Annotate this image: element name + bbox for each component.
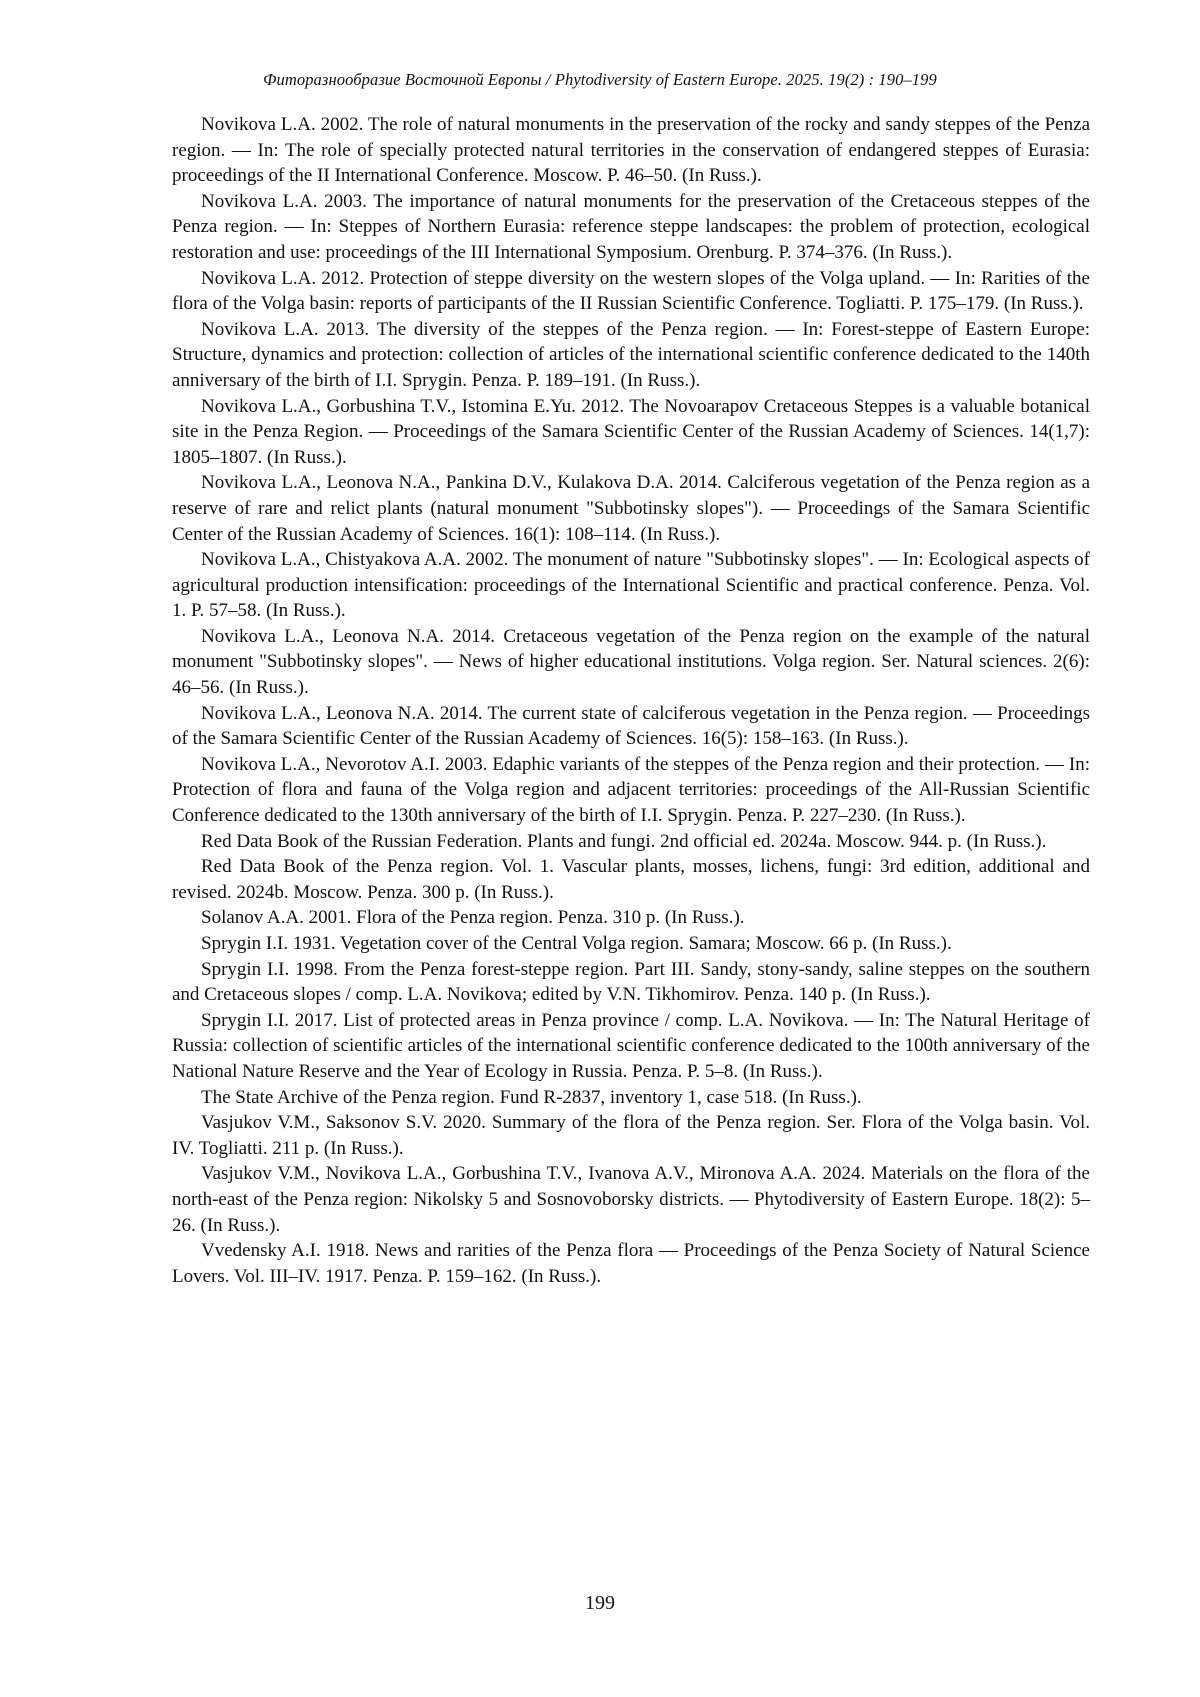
reference-item: Vasjukov V.M., Saksonov S.V. 2020. Summary of the flora of the Penza region. Ser. Flora of the Volga basin. Vol. IV. Togliatti. 211 p. (In Russ.). bbox=[172, 1110, 1090, 1161]
reference-item: Sprygin I.I. 1998. From the Penza forest-steppe region. Part III. Sandy, stony-sandy, saline steppes on the southern and Cretaceous slopes / comp. L.A. Novikova; edited by V.N. Tikhomirov. Penza. 140 p. (In Russ.). bbox=[172, 957, 1090, 1008]
reference-item: Sprygin I.I. 2017. List of protected areas in Penza province / comp. L.A. Novikova. — In: The Natural Heritage of Russia: collection of scientific articles of the international scientific conference dedicated to the 100th anniversary of the National Nature Reserve and the Year of Ecology in Russia. Penza. P. 5–8. (In Russ.). bbox=[172, 1008, 1090, 1085]
reference-item: Red Data Book of the Russian Federation. Plants and fungi. 2nd official ed. 2024a. Moscow. 944. p. (In Russ.). bbox=[172, 829, 1090, 855]
reference-item: Novikova L.A., Leonova N.A. 2014. Cretaceous vegetation of the Penza region on the example of the natural monument "Subbotinsky slopes". — News of higher educational institutions. Volga region. Ser. Natural sciences. 2(6): 46–56. (In Russ.). bbox=[172, 624, 1090, 701]
running-header: Фиторазнообразие Восточной Европы / Phytodiversity of Eastern Europe. 2025. 19(2) : 190–199 bbox=[0, 70, 1200, 90]
reference-item: Vvedensky A.I. 1918. News and rarities of the Penza flora — Proceedings of the Penza Society of Natural Science Lovers. Vol. III–IV. 1917. Penza. P. 159–162. (In Russ.). bbox=[172, 1238, 1090, 1289]
reference-item: Novikova L.A., Leonova N.A. 2014. The current state of calciferous vegetation in the Penza region. — Proceedings of the Samara Scientific Center of the Russian Academy of Sciences. 16(5): 158–163. (In Russ.). bbox=[172, 701, 1090, 752]
reference-item: Novikova L.A., Leonova N.A., Pankina D.V., Kulakova D.A. 2014. Calciferous vegetation of the Penza region as a reserve of rare and relict plants (natural monument "Subbotinsky slopes"). — Proceedings of the Samara Scientific Center of the Russian Academy of Sciences. 16(1): 108–114. (In Russ.). bbox=[172, 470, 1090, 547]
reference-item: Vasjukov V.M., Novikova L.A., Gorbushina T.V., Ivanova A.V., Mironova A.A. 2024. Materials on the flora of the north-east of the Penza region: Nikolsky 5 and Sosnovoborsky districts. — Phytodiversity of Eastern Europe. 18(2): 5–26. (In Russ.). bbox=[172, 1161, 1090, 1238]
reference-list bbox=[172, 112, 1090, 1289]
reference-item: Solanov A.A. 2001. Flora of the Penza region. Penza. 310 p. (In Russ.). bbox=[172, 905, 1090, 931]
reference-item: Novikova L.A. 2013. The diversity of the steppes of the Penza region. — In: Forest-steppe of Eastern Europe: Structure, dynamics and protection: collection of articles of the international scientific conference dedicated to the 140th anniversary of the birth of I.I. Sprygin. Penza. P. 189–191. (In Russ.). bbox=[172, 317, 1090, 394]
reference-item: Red Data Book of the Penza region. Vol. 1. Vascular plants, mosses, lichens, fungi: 3rd edition, additional and revised. 2024b. Moscow. Penza. 300 p. (In Russ.). bbox=[172, 854, 1090, 905]
reference-item: Novikova L.A., Gorbushina T.V., Istomina E.Yu. 2012. The Novoarapov Cretaceous Steppes is a valuable botanical site in the Penza Region. — Proceedings of the Samara Scientific Center of the Russian Academy of Sciences. 14(1,7): 1805–1807. (In Russ.). bbox=[172, 394, 1090, 471]
reference-item: Sprygin I.I. 1931. Vegetation cover of the Central Volga region. Samara; Moscow. 66 p. (In Russ.). bbox=[172, 931, 1090, 957]
reference-item: Novikova L.A. 2012. Protection of steppe diversity on the western slopes of the Volga upland. — In: Rarities of the flora of the Volga basin: reports of participants of the II Russian Scientific Conference. Togliatti. P. 175–179. (In Russ.). bbox=[172, 266, 1090, 317]
reference-item: Novikova L.A., Nevorotov A.I. 2003. Edaphic variants of the steppes of the Penza region and their protection. — In: Protection of flora and fauna of the Volga region and adjacent territories: proceedings of the All-Russian Scientific Conference dedicated to the 130th anniversary of the birth of I.I. Sprygin. Penza. P. 227–230. (In Russ.). bbox=[172, 752, 1090, 829]
reference-item: Novikova L.A. 2003. The importance of natural monuments for the preservation of the Cretaceous steppes of the Penza region. — In: Steppes of Northern Eurasia: reference steppe landscapes: the problem of protection, ecological restoration and use: proceedings of the III International Symposium. Orenburg. P. 374–376. (In Russ.). bbox=[172, 189, 1090, 266]
reference-item: The State Archive of the Penza region. Fund R-2837, inventory 1, case 518. (In Russ.). bbox=[172, 1085, 1090, 1111]
page-number: 199 bbox=[0, 1592, 1200, 1615]
reference-item: Novikova L.A. 2002. The role of natural monuments in the preservation of the rocky and sandy steppes of the Penza region. — In: The role of specially protected natural territories in the conservation of endangered steppes of Eurasia: proceedings of the II International Conference. Moscow. P. 46–50. (In Russ.). bbox=[172, 112, 1090, 189]
reference-item: Novikova L.A., Chistyakova A.A. 2002. The monument of nature "Subbotinsky slopes". — In: Ecological aspects of agricultural production intensification: proceedings of the International Scientific and practical conference. Penza. Vol. 1. P. 57–58. (In Russ.). bbox=[172, 547, 1090, 624]
